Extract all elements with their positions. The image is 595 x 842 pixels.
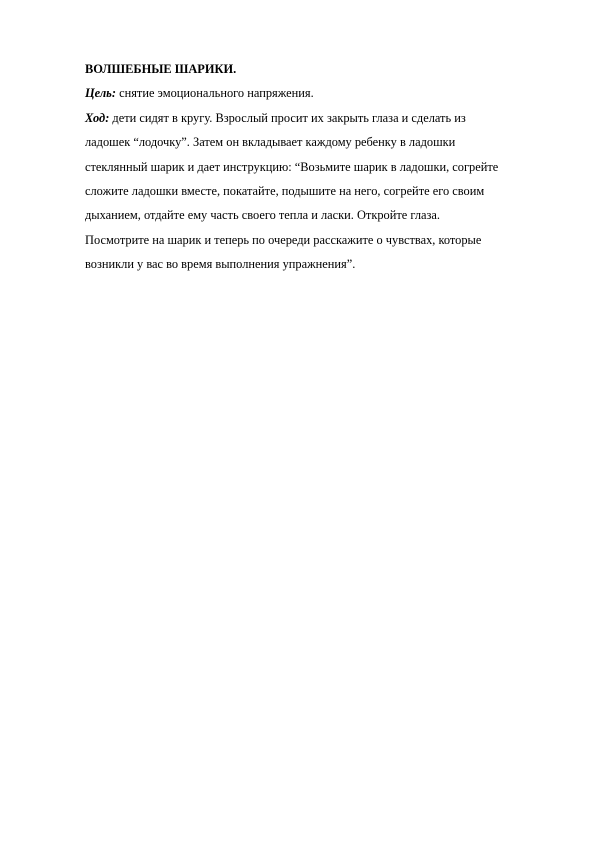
- procedure-line-first: [85, 106, 555, 130]
- procedure-line: возникли у вас во время выполнения упражнения”.: [85, 257, 356, 272]
- procedure-label: Ход:: [85, 110, 110, 125]
- procedure-line: стеклянный шарик и дает инструкцию: “Возьмите шарик в ладошки, согрейте: [85, 159, 499, 174]
- procedure-line: дыханием, отдайте ему часть своего тепла и ласки. Откройте глаза.: [85, 208, 441, 223]
- procedure-line: ладошек “лодочку”. Затем он вкладывает каждому ребенку в ладошки: [85, 135, 456, 150]
- document-title: ВОЛШЕБНЫЕ ШАРИКИ.: [85, 62, 237, 76]
- procedure-line: Посмотрите на шарик и теперь по очереди расскажите о чувствах, которые: [85, 232, 482, 247]
- procedure-line: сложите ладошки вместе, покатайте, подышите на него, согрейте его своим: [85, 184, 485, 199]
- document-content: [85, 57, 555, 277]
- procedure-first-text: дети сидят в кругу. Взрослый просит их закрыть глаза и сделать из: [109, 110, 466, 125]
- procedure-paragraph: [85, 106, 555, 277]
- goal-paragraph: [85, 81, 555, 105]
- goal-text: снятие эмоционального напряжения.: [115, 86, 314, 101]
- goal-label: Цель:: [85, 86, 116, 101]
